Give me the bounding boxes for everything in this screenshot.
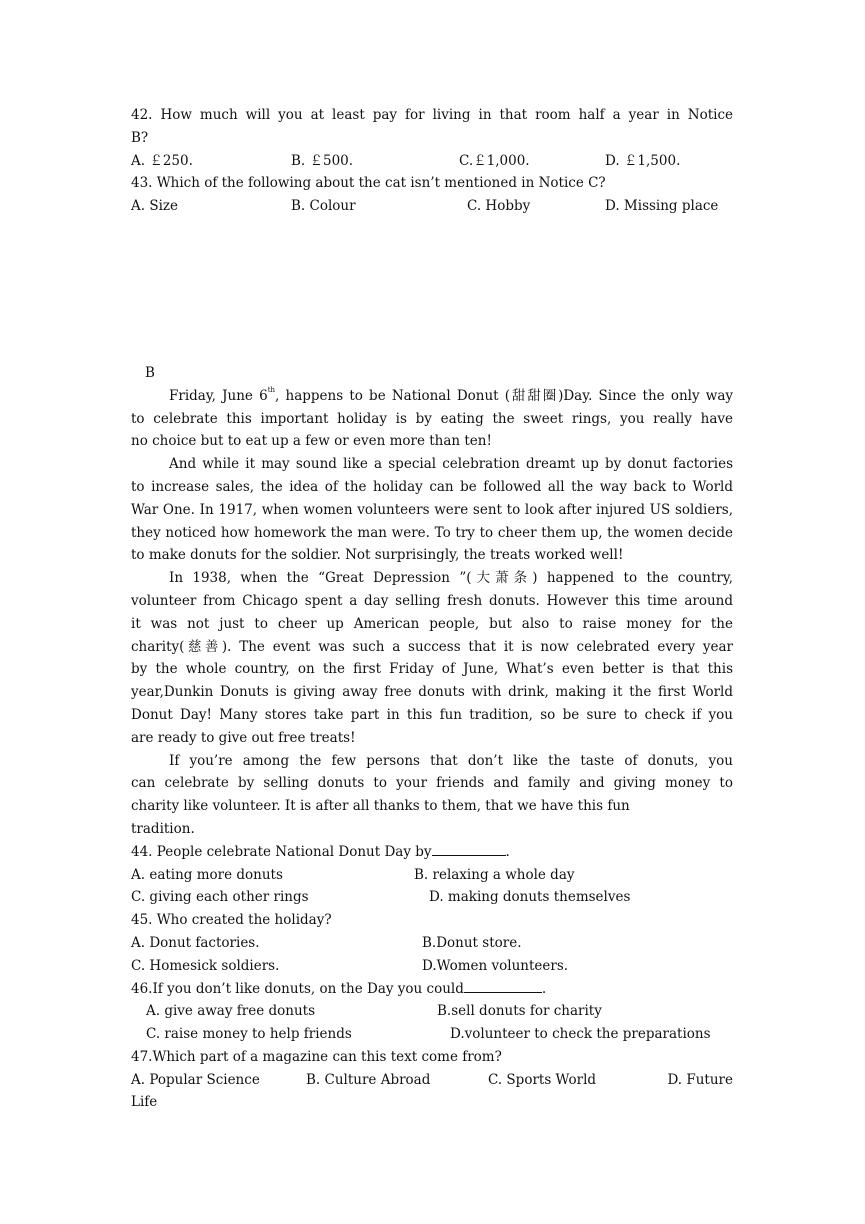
- q44-option-a: A. eating more donuts: [131, 866, 283, 883]
- q44-option-d: D. making donuts themselves: [429, 889, 631, 906]
- q45-options-row2: [131, 955, 733, 978]
- passage-p3-line2: volunteer from Chicago spent a day selling fresh donuts. However this time around: [131, 592, 733, 609]
- section-label: B: [145, 364, 155, 381]
- passage-p2-line2: to increase sales, the idea of the holiday can be followed all the way back to World: [131, 478, 733, 495]
- q46-options-row1: [131, 1000, 733, 1023]
- passage-p2-line4: they noticed how homework the man were. To try to cheer them up, the women decide: [131, 524, 733, 541]
- q47-option-d: D. Future: [667, 1071, 733, 1088]
- passage-p1-line1: [131, 385, 733, 408]
- passage-p3-line3: it was not just to cheer up American people, but also to raise money for the: [131, 615, 733, 632]
- q45-option-c: C. Homesick soldiers.: [131, 957, 280, 974]
- exam-page: [131, 104, 733, 1114]
- passage-p1-line3: no choice but to eat up a few or even more than ten!: [131, 433, 492, 450]
- q42-option-c: C.￡1,000.: [459, 152, 530, 169]
- q42-stem-line1: 42. How much will you at least pay for living in that room half a year in Notice: [131, 107, 733, 123]
- q43-options: [131, 195, 733, 218]
- passage-p3-line1: In 1938, when the “Great Depression ”(大萧条) happened to the country,: [169, 570, 733, 587]
- passage-p4-line4: tradition.: [131, 820, 195, 837]
- q46-option-b: B.sell donuts for charity: [437, 1003, 602, 1020]
- q45-option-a: A. Donut factories.: [131, 934, 260, 951]
- q44-options-row1: [131, 864, 733, 887]
- q47-option-a: A. Popular Science: [131, 1071, 260, 1088]
- passage-p3-line6: year,Dunkin Donuts is giving away free donuts with drink, making it the first World: [131, 684, 733, 701]
- q47-stem: 47.Which part of a magazine can this text come from?: [131, 1048, 502, 1065]
- q42-options: [131, 150, 733, 173]
- q43-option-b: B. Colour: [291, 198, 356, 215]
- q46-option-a: A. give away free donuts: [146, 1003, 316, 1020]
- passage-p1-line2: to celebrate this important holiday is by eating the sweet rings, you really have: [131, 410, 733, 427]
- passage-p4-line2: can celebrate by selling donuts to your friends and family and giving money to: [131, 775, 733, 792]
- q43-option-d: D. Missing place: [605, 198, 719, 215]
- q45-stem: 45. Who created the holiday?: [131, 912, 332, 929]
- q47-option-c: C. Sports World: [488, 1071, 597, 1088]
- passage-p3-line7: Donut Day! Many stores take part in this fun tradition, so be sure to check if you: [131, 706, 733, 723]
- q46-stem: [131, 978, 733, 1001]
- q42-option-d: D. ￡1,500.: [605, 152, 681, 169]
- passage-p4-line1: If you’re among the few persons that don’t like the taste of donuts, you: [169, 752, 733, 769]
- q46-stem-end: .: [541, 980, 547, 997]
- q44-option-c: C. giving each other rings: [131, 889, 309, 906]
- q43-option-a: A. Size: [131, 198, 178, 215]
- passage-p2-line5: to make donuts for the soldier. Not surprisingly, the treats worked well!: [131, 547, 624, 564]
- p1-sup: th: [267, 385, 276, 394]
- q47-option-d-wrap: Life: [131, 1094, 158, 1111]
- passage-p4-line3: charity like volunteer. It is after all thanks to them, that we have this fun: [131, 798, 630, 815]
- passage-p2-line1: And while it may sound like a special celebration dreamt up by donut factories: [169, 456, 733, 473]
- q44-stem: [131, 841, 733, 864]
- q43-option-c: C. Hobby: [467, 198, 531, 215]
- q44-answer-blank: [432, 841, 506, 856]
- q44-option-b: B. relaxing a whole day: [414, 866, 575, 883]
- q44-stem-end: .: [505, 843, 510, 860]
- q45-option-b: B.Donut store.: [422, 934, 522, 951]
- passage-p3-line4: charity(慈善). The event was such a success that it is now celebrated every year: [131, 638, 733, 655]
- q45-options-row1: [131, 932, 733, 955]
- q45-option-d: D.Women volunteers.: [422, 957, 569, 974]
- q42-option-b: B. ￡500.: [291, 152, 354, 169]
- q46-stem-text: 46.If you don’t like donuts, on the Day you could: [131, 980, 464, 997]
- q42-stem-line2: B?: [131, 129, 149, 146]
- q44-stem-text: 44. People celebrate National Donut Day by: [131, 843, 432, 860]
- p1-rest: , happens to be National Donut (甜甜圈)Day. Since the only way: [275, 387, 733, 404]
- q44-options-row2: [131, 886, 733, 909]
- passage-p3-line5: by the whole country, on the first Friday of June, What’s even better is that this: [131, 661, 733, 678]
- q43-stem: 43. Which of the following about the cat isn’t mentioned in Notice C?: [131, 175, 606, 192]
- q46-options-row2: [131, 1023, 733, 1046]
- q47-option-b: B. Culture Abroad: [306, 1071, 431, 1088]
- q46-option-d: D.volunteer to check the preparations: [450, 1026, 711, 1043]
- passage-p3-line8: are ready to give out free treats!: [131, 729, 356, 746]
- q46-option-c: C. raise money to help friends: [146, 1026, 352, 1043]
- q46-answer-blank: [464, 978, 542, 993]
- p1-start: Friday, June 6: [169, 387, 268, 404]
- q42-option-a: A. ￡250.: [131, 152, 193, 169]
- passage-p2-line3: War One. In 1917, when women volunteers were sent to look after injured US soldiers,: [131, 501, 733, 518]
- q47-options: [131, 1069, 733, 1092]
- page-gap: [131, 218, 733, 362]
